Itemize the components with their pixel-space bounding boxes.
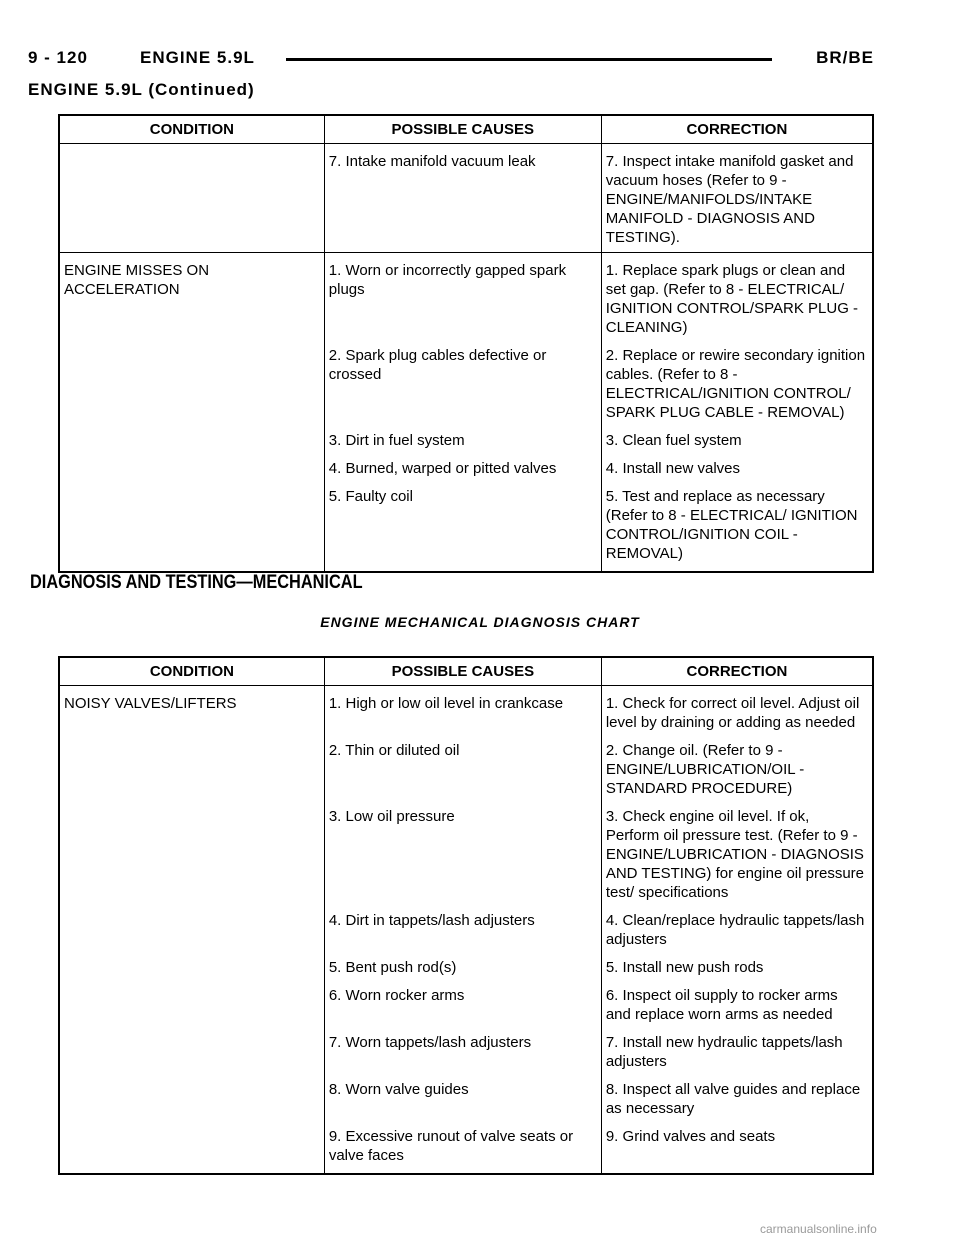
cell-condition (59, 803, 324, 907)
column-header-correction: CORRECTION (601, 657, 873, 686)
cell-correction: 1. Check for correct oil level. Adjust oil level by draining or adding as needed (601, 686, 873, 738)
cell-condition (59, 1029, 324, 1076)
cell-cause: 9. Excessive runout of valve seats or valve faces (324, 1123, 601, 1174)
cell-correction: 7. Install new hydraulic tappets/lash adjusters (601, 1029, 873, 1076)
cell-correction: 1. Replace spark plugs or clean and set gap. (Refer to 8 - ELECTRICAL/ IGNITION CONTROL/SPARK PLUG - CLEANING) (601, 253, 873, 343)
table-header-row (59, 657, 873, 686)
model-code: BR/BE (816, 48, 874, 67)
table-row (59, 455, 873, 483)
cell-cause: 7. Worn tappets/lash adjusters (324, 1029, 601, 1076)
header-rule (286, 58, 772, 61)
cell-correction: 8. Inspect all valve guides and replace as necessary (601, 1076, 873, 1123)
cell-condition (59, 1076, 324, 1123)
table-row (59, 982, 873, 1029)
watermark[interactable]: carmanualsonline.info (760, 1222, 877, 1236)
cell-cause: 5. Faulty coil (324, 483, 601, 572)
table-row (59, 686, 873, 738)
table-row (59, 1076, 873, 1123)
table-row (59, 144, 873, 253)
cell-condition (59, 1123, 324, 1174)
cell-cause: 2. Thin or diluted oil (324, 737, 601, 803)
cell-condition (59, 144, 324, 253)
cell-condition (59, 455, 324, 483)
column-header-causes: POSSIBLE CAUSES (324, 115, 601, 144)
table-row (59, 342, 873, 427)
table-row (59, 1029, 873, 1076)
cell-condition: ENGINE MISSES ON ACCELERATION (59, 253, 324, 343)
cell-cause: 4. Burned, warped or pitted valves (324, 455, 601, 483)
table-row (59, 954, 873, 982)
cell-cause: 4. Dirt in tappets/lash adjusters (324, 907, 601, 954)
cell-condition: NOISY VALVES/LIFTERS (64, 695, 237, 712)
chart-title: ENGINE MECHANICAL DIAGNOSIS CHART (320, 614, 640, 630)
cell-correction: 5. Install new push rods (601, 954, 873, 982)
cell-correction: 2. Replace or rewire secondary ignition cables. (Refer to 8 - ELECTRICAL/IGNITION CONTROL/ SPARK PLUG CABLE - REMOVAL) (601, 342, 873, 427)
cell-cause: 8. Worn valve guides (324, 1076, 601, 1123)
cell-correction: 9. Grind valves and seats (601, 1123, 873, 1174)
table-row (59, 1123, 873, 1174)
cell-cause: 3. Low oil pressure (324, 803, 601, 907)
page-header (28, 46, 874, 72)
cell-cause: 2. Spark plug cables defective or crossed (324, 342, 601, 427)
table-row (59, 427, 873, 455)
column-header-condition: CONDITION (59, 657, 324, 686)
cell-condition (59, 483, 324, 572)
section-heading: DIAGNOSIS AND TESTING—MECHANICAL (30, 572, 363, 593)
diagnosis-table-continued (58, 114, 874, 573)
column-header-condition: CONDITION (59, 115, 324, 144)
cell-condition (59, 907, 324, 954)
column-header-correction: CORRECTION (601, 115, 873, 144)
cell-correction: 3. Clean fuel system (601, 427, 873, 455)
table-row (59, 253, 873, 343)
cell-cause: 3. Dirt in fuel system (324, 427, 601, 455)
cell-cause: 1. Worn or incorrectly gapped spark plugs (324, 253, 601, 343)
mechanical-diagnosis-table (58, 656, 874, 1175)
table-header-row (59, 115, 873, 144)
cell-cause: 7. Intake manifold vacuum leak (324, 144, 601, 253)
cell-correction: 2. Change oil. (Refer to 9 - ENGINE/LUBRICATION/OIL - STANDARD PROCEDURE) (601, 737, 873, 803)
cell-correction: 4. Install new valves (601, 455, 873, 483)
cell-condition (59, 737, 324, 803)
cell-cause: 6. Worn rocker arms (324, 982, 601, 1029)
cell-condition (59, 342, 324, 427)
cell-cause: 5. Bent push rod(s) (324, 954, 601, 982)
cell-condition (59, 427, 324, 455)
cell-cause: 1. High or low oil level in crankcase (324, 686, 601, 738)
cell-correction: 3. Check engine oil level. If ok, Perform oil pressure test. (Refer to 9 - ENGINE/LUBRICATION - DIAGNOSIS AND TESTING) for engine oil pressure test/ specifications (601, 803, 873, 907)
table-row (59, 737, 873, 803)
page-number: 9 - 120 (28, 48, 88, 67)
cell-correction: 7. Inspect intake manifold gasket and vacuum hoses (Refer to 9 - ENGINE/MANIFOLDS/INTAKE MANIFOLD - DIAGNOSIS AND TESTING). (601, 144, 873, 253)
table-row (59, 907, 873, 954)
cell-condition (59, 954, 324, 982)
continued-title: ENGINE 5.9L (Continued) (28, 80, 255, 99)
cell-condition (59, 982, 324, 1029)
header-title: ENGINE 5.9L (140, 48, 255, 67)
cell-correction: 6. Inspect oil supply to rocker arms and replace worn arms as needed (601, 982, 873, 1029)
cell-correction: 5. Test and replace as necessary (Refer to 8 - ELECTRICAL/ IGNITION CONTROL/IGNITION COIL - REMOVAL) (601, 483, 873, 572)
table-row (59, 803, 873, 907)
table-row (59, 483, 873, 572)
column-header-causes: POSSIBLE CAUSES (324, 657, 601, 686)
cell-correction: 4. Clean/replace hydraulic tappets/lash adjusters (601, 907, 873, 954)
